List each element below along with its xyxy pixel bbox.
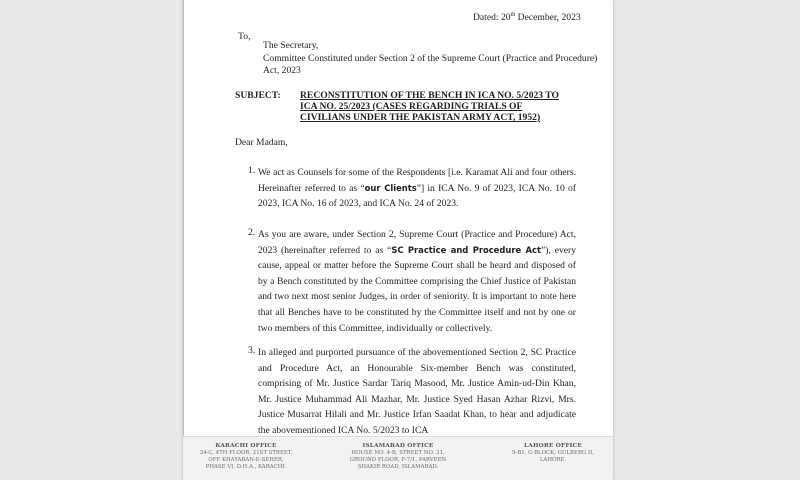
office-line: LAHORE. [539, 457, 567, 463]
office-title: LAHORE OFFICE [524, 443, 582, 449]
paragraph-3: In alleged and purported pursuance of the abovementioned Section 2, SC Practice and Procedure Act, an Honourable Six-member Bench was constituted, comprising of Mr. Justice Sardar Tariq Masood, Mr. Justice Amin-ud-Din Khan, Mr. Justice Muhammad Ali Mazhar, Mr. Justice Syed Hasan Azhar Rizvi, Mrs. Justice Musarrat Hilali and Mr. Justice Irfan Saadat Khan, to hear and adjudicate the abovementioned ICA No. 5/2023 to ICA [258, 347, 576, 436]
letter-page [183, 0, 613, 480]
paragraph-number: 3. [248, 345, 256, 356]
paragraph-number: 2. [248, 227, 256, 238]
office-title: KARACHI OFFICE [215, 443, 277, 449]
address-line: The Secretary, [263, 40, 319, 51]
paragraph-number: 1. [248, 165, 256, 176]
lahore-office [503, 443, 603, 464]
office-line: HOUSE NO. 4-B, STREET NO. 31, [351, 450, 445, 456]
islamabad-office [338, 443, 458, 471]
recipient-to: To, [238, 31, 251, 42]
letterhead-footer [183, 436, 613, 480]
office-title: ISLAMABAD OFFICE [362, 443, 434, 449]
karachi-office [191, 443, 301, 471]
subject-label: SUBJECT: [235, 90, 281, 101]
recipient-address [263, 40, 597, 78]
office-line: PHASE VI, D.H.A., KARACHI. [205, 464, 287, 470]
address-line: Committee Constituted under Section 2 of the Supreme Court (Practice and Procedure) [263, 52, 598, 64]
address-line: Act, 2023 [263, 65, 301, 77]
defined-term: SC Practice and Procedure Act [391, 244, 541, 255]
office-line: 34-C, 4TH FLOOR, 21ST STREET, [199, 450, 293, 456]
office-line: OFF KHAYABAN-E-SEHER, [208, 457, 284, 463]
office-line: GROUND FLOOR, F-7/1, PARVEEN [349, 457, 447, 463]
salutation: Dear Madam, [235, 137, 288, 148]
subject-text: RECONSTITUTION OF THE BENCH IN ICA NO. 5/2023 TO ICA NO. 25/2023 (CASES REGARDING TRIALS OF CIVILIANS UNDER THE PAKISTAN ARMY ACT, 1952) [300, 90, 559, 123]
paragraph-2: As you are aware, under Section 2, Supreme Court (Practice and Procedure) Act, 2023 (hereinafter referred to as “SC Practice and Procedure Act”), every cause, appeal or matter before the Supreme Court shall be heard and disposed of by a Bench constituted by the Committee comprising the Chief Justice of Pakistan and two next most senior Judges, in order of seniority. It is important to note here that all Benches have to be constituted by the Committee itself and not by one or two members of this Committee, individually or collectively. [258, 229, 576, 334]
office-line: SHAKIR ROAD, ISLAMABAD. [357, 464, 439, 470]
letter-date: Dated: 20th December, 2023 [473, 11, 581, 23]
paragraph-1: We act as Counsels for some of the Respondents [i.e. Karamat Ali and four others. Hereinafter referred to as “our Clients”] in ICA No. 9 of 2023, ICA No. 10 of 2023, ICA No. 16 of 2023, and ICA No. 24 of 2023. [258, 167, 576, 210]
office-line: 9-B1, G BLOCK, GULBERG II, [511, 450, 594, 456]
defined-term: our Clients [364, 182, 417, 193]
page-left-edge [183, 0, 184, 480]
